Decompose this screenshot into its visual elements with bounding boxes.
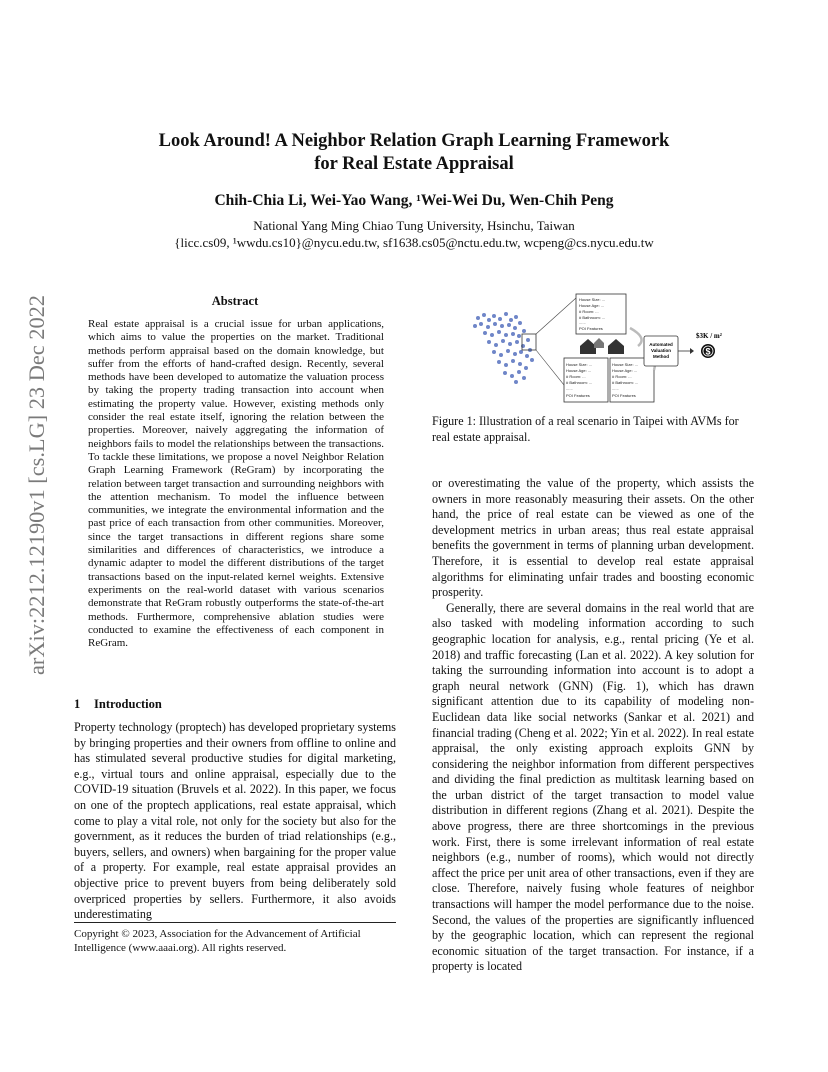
figure-1-caption: Figure 1: Illustration of a real scenario in Taipei with AVMs for real estate appraisal. — [432, 414, 739, 444]
paragraph: or overestimating the value of the property, which assists the owners in more reasonably measuring their assets. On the other hand, the price of real estate can be viewed as one of the development metrics in urban areas; thus real estate appraisal benefits the government in terms of planning urban development. Therefore, it is essential to develop real estate appraisal algorithms for eliminating unfair trades and boosting economic prosperity. — [432, 476, 754, 600]
dollar-icon — [701, 344, 715, 358]
card-right-line-3: # Bathroom: ... — [612, 380, 639, 385]
flow-arrow — [630, 328, 642, 346]
house-icon — [608, 339, 624, 354]
house-icon — [594, 338, 604, 348]
arxiv-identifier — [14, 290, 54, 680]
section-number: 1 — [74, 697, 81, 711]
card-left-line-4: ...... — [566, 386, 573, 391]
section-heading — [74, 697, 162, 712]
figure-1 — [458, 290, 738, 408]
card-top — [576, 294, 626, 334]
avm-label-2: Valuation — [650, 348, 672, 353]
card-right-line-2: # Room: ... — [612, 374, 632, 379]
arxiv-stamp-text: arXiv:2212.12190v1 [cs.LG] 23 Dec 2022 — [24, 301, 49, 675]
card-right-line-4: ...... — [612, 386, 619, 391]
card-top-line-3: # Bathroom: ... — [579, 315, 606, 320]
card-left-line-0: House Size: ... — [566, 362, 593, 367]
affiliation: National Yang Ming Chiao Tung University, Hsinchu, Taiwan — [253, 218, 575, 233]
section-title: Introduction — [94, 697, 162, 711]
card-top-line-1: House Age: ... — [579, 303, 605, 308]
card-right-line-1: House Age: ... — [612, 368, 638, 373]
card-left-line-1: House Age: ... — [566, 368, 592, 373]
card-right-line-5: POI Features — [612, 393, 636, 398]
author-emails: {licc.cs09, ¹wwdu.cs10}@nycu.edu.tw, sf1638.cs05@nctu.edu.tw, wcpeng@cs.nycu.edu.tw — [174, 235, 654, 250]
card-left-line-3: # Bathroom: ... — [566, 380, 593, 385]
card-bottom-left — [564, 358, 608, 402]
price-label: $3K / m² — [696, 332, 722, 340]
right-column-text — [432, 476, 754, 975]
title-line-1: Look Around! A Neighbor Relation Graph Learning Framework — [158, 131, 670, 151]
house-icon — [580, 339, 596, 354]
avm-box — [644, 336, 678, 366]
abstract-heading: Abstract — [211, 294, 259, 308]
avm-label-3: Method — [653, 354, 669, 359]
affiliation-block — [74, 217, 754, 251]
card-left-line-2: # Room: ... — [566, 374, 586, 379]
avm-label-1: Automated — [649, 342, 673, 347]
copyright-notice: Copyright © 2023, Association for the Advancement of Artificial Intelligence (www.aaai.org). All rights reserved. — [74, 922, 396, 955]
figure-1-graphic — [458, 290, 738, 408]
svg-text:$: $ — [705, 346, 711, 357]
arxiv-stamp-svg — [14, 290, 54, 680]
card-left-line-5: POI Features — [566, 393, 590, 398]
card-top-line-2: # Room: ... — [579, 309, 599, 314]
abstract-text: Real estate appraisal is a crucial issue for urban applications, which aims to value the properties on the market. Traditional methods perform appraisal based on the domain knowledge, but suffer from the efforts of hand-crafted design. Recently, several methods have been developed to automatize the valuation process by taking the property trading transaction into account when estimating the property value. However, existing methods only consider the real estate itself, ignoring the relation between the properties. Moreover, naively aggregating the information of neighbors fails to model the relationships between the transactions. To tackle these limitations, we propose a novel Neighbor Relation Graph Learning Framework (ReGram) by incorporating the relation between target transaction and surrounding neighbors with the attention mechanism. To model the influence between communities, we integrate the environmental information and the past price of each transaction from other communities. Moreover, since the target transactions in different regions share some similarities and differences of characteristics, we introduce a dynamic adapter to model the different distributions of the target transactions based on the input-related kernel weights. Extensive experiments on the real-world dataset with various scenarios demonstrate that ReGram robustly outperforms the state-of-the-art methods. Furthermore, comprehensive ablation studies were conducted to examine the effectiveness of each component in ReGram. — [88, 318, 384, 650]
house-icons — [580, 338, 624, 354]
introduction-text: Property technology (proptech) has developed proprietary systems by bringing properties and their owners from offline to online and has stimulated several productive studies for digital marketing, e.g., virtual tours and online appraisal, especially due to the COVID-19 situation (Bruvels et al. 2022). In this paper, we focus on one of the proptech applications, real estate appraisal, which come to play a vital role, not only for the society but also for the government, as it reduces the burden of triad relationships (e.g., buyers, sellers, and owners) when bargaining for the proper value of a property. For example, real estate appraisal provides an objective price to prevent buyers from being deliberately sold overpriced properties by sellers. Furthermore, it also avoids underestimating — [74, 720, 396, 922]
paragraph: Generally, there are several domains in the real world that are also tasked with modeling information according to such geographic location for analysis, e.g., rental pricing (Ye et al. 2018) and traffic forecasting (Lan et al. 2022). A key solution for taking the surrounding information into account is to adopt a graph neural network (GNN) (Fig. 1), which has drawn significant attention due to its capability of modeling non-Euclidean data like social networks (Sankar et al. 2021) and financial trading (Cheng et al. 2022; Yin et al. 2022). In real estate appraisal, the only existing approach exploits GNN by considering the neighbor information from different perspectives and dividing the final prediction as multitask learning based on the urban district of the target transaction to model value distribution in different regions (Zhang et al. 2021). Despite the above progress, there are three shortcomings in the previous work. First, there is some irrelevant information of real estate neighbors (e.g., number of rooms), which would not directly affect the price per unit area of other transactions, even if they are close. Therefore, naively fusing whole features of neighbor transactions will hamper the model performance due to the noise. Second, the values of the properties are significantly influenced by the geographic location, which can represent the regional economic situation of the target transaction. For instance, if a property is located — [432, 600, 754, 974]
card-right-line-0: House Size: ... — [612, 362, 639, 367]
taipei-map — [473, 312, 534, 384]
author-list: Chih-Chia Li, Wei-Yao Wang, ¹Wei-Wei Du, Wen-Chih Peng — [214, 192, 614, 209]
title-line-2: for Real Estate Appraisal — [314, 154, 514, 174]
card-top-line-0: House Size: ... — [579, 297, 606, 302]
paper-title — [74, 130, 754, 176]
card-top-line-4: ...... — [579, 320, 586, 325]
card-top-line-5: POI Features — [579, 326, 603, 331]
